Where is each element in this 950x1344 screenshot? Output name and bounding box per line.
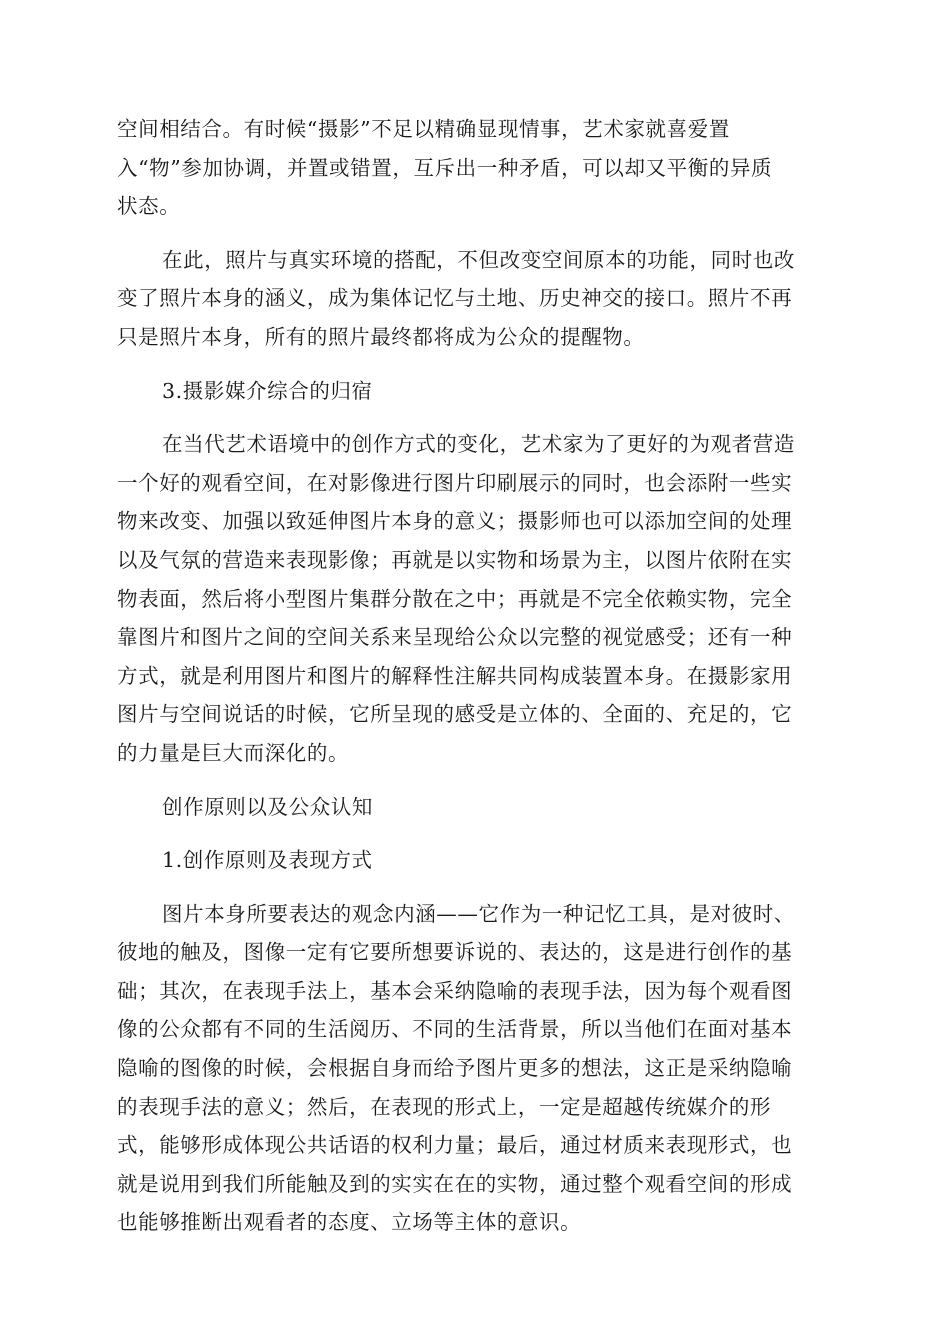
paragraph-line: 一个好的观看空间，在对影像进行图片印刷展示的同时，也会添附一些实 bbox=[117, 470, 793, 495]
paragraph-line: 在此，照片与真实环境的搭配，不但改变空间原本的功能，同时也改 bbox=[162, 247, 795, 272]
paragraph-line: 靠图片和图片之间的空间关系来呈现给公众以完整的视觉感受；还有一种 bbox=[117, 625, 793, 650]
paragraph-line: 变了照片本身的涵义，成为集体记忆与土地、历史神交的接口。照片不再 bbox=[117, 286, 793, 311]
heading-text: 3.摄影媒介综合的归宿 bbox=[162, 378, 373, 403]
paragraph-line: 的表现手法的意义；然后，在表现的形式上，一定是超越传统媒介的形 bbox=[117, 1094, 772, 1119]
paragraph-line: 的力量是巨大而深化的。 bbox=[117, 740, 350, 765]
paragraph-line: 在当代艺术语境中的创作方式的变化，艺术家为了更好的为观者营造 bbox=[162, 432, 795, 457]
paragraph-line: 物表面，然后将小型图片集群分散在之中；再就是不完全依赖实物，完全 bbox=[117, 586, 793, 611]
paragraph bbox=[117, 110, 833, 226]
paragraph-line: 隐喻的图像的时候，会根据自身而给予图片更多的想法，这正是采纳隐喻 bbox=[117, 1056, 793, 1081]
paragraph-line: 只是照片本身，所有的照片最终都将成为公众的提醒物。 bbox=[117, 324, 645, 349]
paragraph-line: 以及气氛的营造来表现影像；再就是以实物和场景为主，以图片依附在实 bbox=[117, 547, 793, 572]
paragraph-line: 入“物”参加协调，并置或错置，互斥出一种矛盾，可以却又平衡的异质 bbox=[117, 155, 773, 180]
paragraph-line: 空间相结合。有时候“摄影”不足以精确显现情事，艺术家就喜爱置 bbox=[117, 117, 730, 141]
paragraph bbox=[117, 241, 833, 357]
paragraph-line: 彼地的触及，图像一定有它要所想要诉说的、表达的，这是进行创作的基 bbox=[117, 940, 793, 965]
paragraph-line: 式，能够形成体现公共话语的权利力量；最后，通过材质来表现形式，也 bbox=[117, 1133, 793, 1158]
paragraph-line: 物来改变、加强以致延伸图片本身的意义；摄影师也可以添加空间的处理 bbox=[117, 509, 793, 534]
paragraph-line: 方式，就是利用图片和图片的解释性注解共同构成装置本身。在摄影家用 bbox=[117, 663, 793, 688]
paragraph-line: 图片本身所要表达的观念内涵——它作为一种记忆工具，是对彼时、 bbox=[162, 901, 795, 926]
section-heading bbox=[117, 841, 833, 880]
section-heading bbox=[117, 372, 833, 411]
heading-text: 1.创作原则及表现方式 bbox=[162, 848, 373, 873]
document-body bbox=[117, 110, 833, 1257]
paragraph-line: 状态。 bbox=[117, 194, 181, 219]
paragraph bbox=[117, 425, 833, 772]
paragraph-line: 像的公众都有不同的生活阅历、不同的生活背景，所以当他们在面对基本 bbox=[117, 1017, 793, 1042]
paragraph-line: 也能够推断出观看者的态度、立场等主体的意识。 bbox=[117, 1210, 582, 1235]
paragraph-line: 础；其次，在表现手法上，基本会采纳隐喻的表现手法，因为每个观看图 bbox=[117, 978, 793, 1003]
paragraph-line: 就是说用到我们所能触及到的实实在在的实物，通过整个观看空间的形成 bbox=[117, 1171, 793, 1196]
heading-text: 创作原则以及公众认知 bbox=[162, 794, 373, 819]
section-heading bbox=[117, 788, 833, 827]
paragraph bbox=[117, 895, 833, 1242]
paragraph-line: 图片与空间说话的时候，它所呈现的感受是立体的、全面的、充足的，它 bbox=[117, 702, 793, 727]
